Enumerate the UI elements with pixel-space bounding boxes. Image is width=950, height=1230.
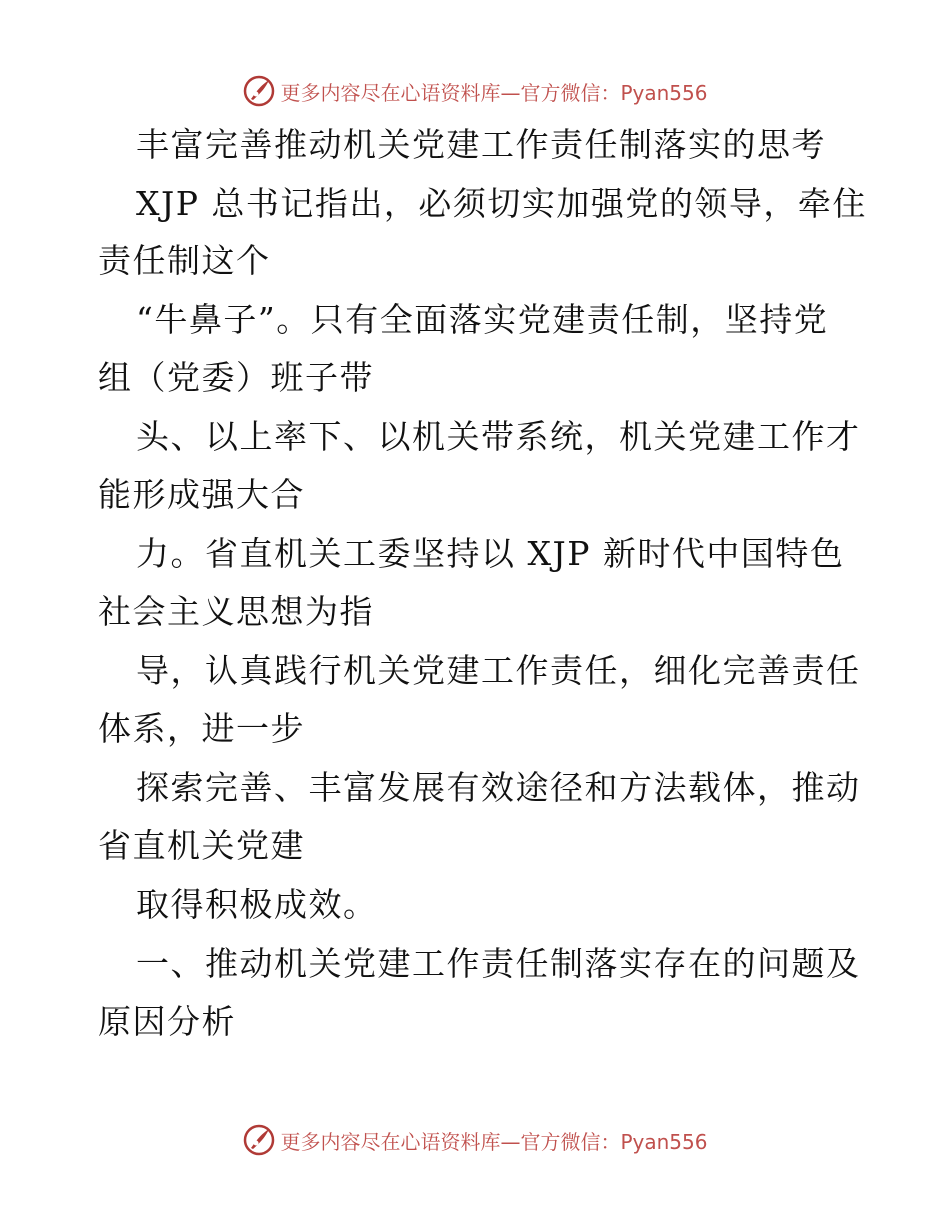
- paragraph-line: 头、以上率下、以机关带系统，机关党建工作才: [136, 417, 861, 456]
- paragraph-line: 体系，进一步: [98, 709, 305, 748]
- document-title: 丰富完善推动机关党建工作责任制落实的思考: [136, 125, 826, 164]
- footer-watermark: [0, 1120, 950, 1160]
- section-heading-continued: 原因分析: [98, 1002, 236, 1041]
- watermark-text: 更多内容尽在心语资料库—官方微信：Pyan556: [280, 1129, 708, 1154]
- paragraph-line: 导，认真践行机关党建工作责任，细化完善责任: [136, 651, 861, 690]
- paragraph-line: 力。省直机关工委坚持以 XJP 新时代中国特色: [136, 534, 845, 573]
- watermark-text: 更多内容尽在心语资料库—官方微信：Pyan556: [280, 80, 708, 105]
- paragraph-line: XJP 总书记指出，必须切实加强党的领导，牵住: [136, 184, 867, 223]
- quill-logo-icon: [242, 74, 276, 108]
- quill-logo-icon: [242, 1123, 276, 1157]
- paragraph-line: 探索完善、丰富发展有效途径和方法载体，推动: [136, 768, 861, 807]
- paragraph-line: 取得积极成效。: [136, 885, 378, 924]
- paragraph-line: 责任制这个: [98, 241, 271, 280]
- section-heading: 一、推动机关党建工作责任制落实存在的问题及: [136, 944, 861, 983]
- header-watermark: [0, 71, 950, 111]
- paragraph-line: 社会主义思想为指: [98, 592, 374, 631]
- paragraph-line: 省直机关党建: [98, 826, 305, 865]
- paragraph-line: 能形成强大合: [98, 475, 305, 514]
- paragraph-line: 组（党委）班子带: [98, 358, 374, 397]
- paragraph-line: “牛鼻子”。只有全面落实党建责任制，坚持党: [136, 300, 829, 339]
